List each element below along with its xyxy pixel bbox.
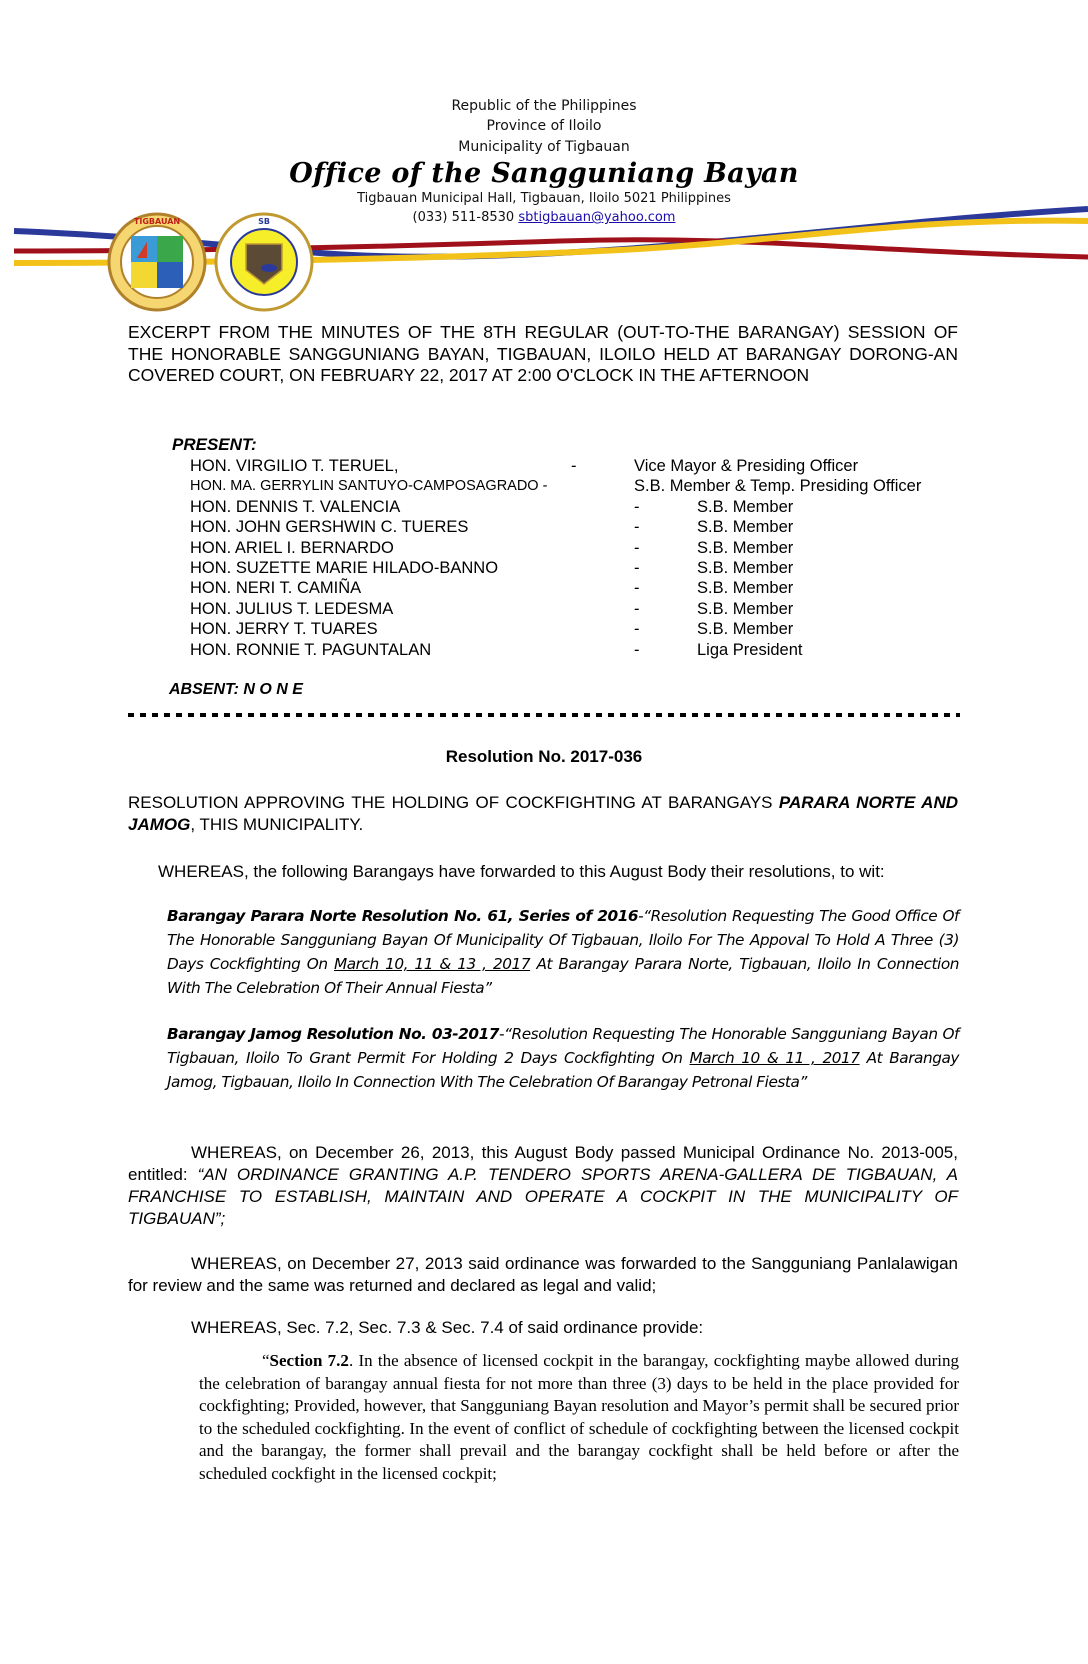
- sangguniang-bayan-seal-icon: [214, 212, 314, 312]
- present-member-name: HON. MA. GERRYLIN SANTUYO-CAMPOSAGRADO -: [190, 478, 548, 495]
- quote-parara-ref: Barangay Parara Norte Resolution No. 61, Series of 2016: [167, 907, 639, 925]
- present-member-name: HON. DENNIS T. VALENCIA: [190, 497, 401, 516]
- present-member-name: HON. JERRY T. TUARES: [190, 620, 378, 639]
- present-member-role: Vice Mayor & Presiding Officer: [634, 457, 859, 475]
- present-member-role: Liga President: [697, 640, 803, 659]
- present-member-role: S.B. Member: [697, 538, 794, 557]
- present-member-name: HON. JULIUS T. LEDESMA: [190, 599, 394, 618]
- resolution-title-suffix: , THIS MUNICIPALITY.: [190, 815, 364, 834]
- svg-text:SB: SB: [258, 217, 270, 226]
- section-7-2-heading: Section 7.2: [269, 1351, 349, 1370]
- letterhead-address: Tigbauan Municipal Hall, Tigbauan, Iloilo 5021 Philippines: [357, 191, 731, 206]
- whereas-ordinance-text: WHEREAS, on December 26, 2013, this August Body passed Municipal Ordinance No. 2013-005, entitled:: [128, 1143, 958, 1184]
- present-member-name: HON. JOHN GERSHWIN C. TUERES: [190, 518, 469, 537]
- section-7-2-text: . In the absence of licensed cockpit in the barangay, cockfighting maybe allowed during the celebration of barangay annual fiesta for not more than three (3) days to be held in the place provided for cockfighting; Provided, however, that Sangguniang Bayan resolution and Mayor’s permit shall be secured prior to the scheduled cockfighting. In the event of conflict of schedule of cockfighting between the licensed cockpit and the barangay, the former shall prevail and the barangay cockfight shall be held before or after the scheduled cockfight in the licensed cockpit;: [199, 1351, 959, 1483]
- quote-parara-norte: [167, 904, 959, 1000]
- section-divider: [128, 713, 960, 717]
- present-member-role: S.B. Member: [697, 497, 794, 516]
- present-member-role: S.B. Member & Temp. Presiding Officer: [634, 477, 922, 496]
- office-title: Office of the Sangguniang Bayan: [289, 158, 799, 189]
- present-member-dash: -: [634, 559, 640, 577]
- present-member-role: S.B. Member: [697, 620, 794, 639]
- present-member-dash: -: [634, 599, 640, 618]
- whereas-ordinance: [128, 1142, 958, 1230]
- municipality-seal-icon: [107, 212, 207, 312]
- absent-value: N O N E: [243, 681, 303, 698]
- present-member-name: HON. RONNIE T. PAGUNTALAN: [190, 640, 432, 659]
- resolution-title-barangays: PARARA NORTE AND JAMOG: [128, 793, 958, 834]
- absent-label: ABSENT:: [169, 681, 239, 698]
- letterhead-municipality: Municipality of Tigbauan: [458, 139, 630, 155]
- resolution-title: [128, 792, 958, 836]
- section-7-2-open-quote: “: [262, 1351, 270, 1370]
- present-member-dash: -: [571, 457, 577, 475]
- present-member-role: S.B. Member: [697, 518, 794, 537]
- present-member-name: HON. SUZETTE MARIE HILADO-BANNO: [190, 559, 499, 577]
- whereas-review: WHEREAS, on December 27, 2013 said ordinance was forwarded to the Sangguniang Panlalawigan for review and the same was returned and declared as legal and valid;: [128, 1254, 958, 1295]
- present-member-role: S.B. Member: [697, 559, 794, 577]
- quote-parara-dates: March 10, 11 & 13 , 2017: [333, 955, 531, 973]
- quote-parara-text-end: At Barangay Parara Norte, Tigbauan, Iloilo In Connection With The Celebration Of Their Annual Fiesta”: [167, 955, 959, 997]
- quote-parara-text: -“Resolution Requesting The Good Office Of The Honorable Sangguniang Bayan Of Municipality Of Tigbauan, Iloilo For The Appoval To Hold A Three (3) Days Cockfighting On: [167, 907, 959, 973]
- present-member-name: HON. ARIEL I. BERNARDO: [190, 538, 394, 557]
- whereas-sections: WHEREAS, Sec. 7.2, Sec. 7.3 & Sec. 7.4 of said ordinance provide:: [191, 1318, 704, 1337]
- present-member-dash: -: [634, 538, 640, 557]
- letterhead-phone: (033) 511-8530: [412, 210, 515, 225]
- quote-jamog: [167, 1022, 959, 1094]
- excerpt-heading: EXCERPT FROM THE MINUTES OF THE 8TH REGULAR (OUT-TO-THE BARANGAY) SESSION OF THE HONORABLE SANGGUNIANG BAYAN, TIGBAUAN, ILOILO HELD AT BARANGAY DORONG-AN COVERED COURT, ON FEBRUARY 22, 2017 AT 2:00 O'CLOCK IN THE AFTERNOON: [128, 322, 958, 385]
- ordinance-title: “AN ORDINANCE GRANTING A.P. TENDERO SPORTS ARENA-GALLERA DE TIGBAUAN, A FRANCHISE TO ESTABLISH, MAINTAIN AND OPERATE A COCKPIT IN THE MUNICIPALITY OF TIGBAUAN”;: [128, 1165, 959, 1228]
- quote-jamog-text-end: At Barangay Jamog, Tigbauan, Iloilo In Connection With The Celebration Of Barangay Petronal Fiesta”: [167, 1049, 959, 1091]
- quote-jamog-text: -“Resolution Requesting The Honorable Sangguniang Bayan Of Tigbauan, Iloilo To Grant Permit For Holding 2 Days Cockfighting On: [167, 1025, 959, 1067]
- present-member-dash: -: [634, 620, 640, 639]
- quote-jamog-ref: Barangay Jamog Resolution No. 03-2017: [167, 1025, 499, 1043]
- svg-text:TIGBAUAN: TIGBAUAN: [133, 217, 181, 226]
- present-member-role: S.B. Member: [697, 579, 794, 598]
- letterhead-contact: [0, 210, 1088, 225]
- resolution-number: Resolution No. 2017-036: [445, 747, 643, 766]
- present-member-dash: -: [634, 497, 640, 516]
- present-label: PRESENT:: [172, 435, 257, 454]
- present-member-name: HON. NERI T. CAMIÑA: [190, 579, 362, 598]
- resolution-title-prefix: RESOLUTION APPROVING THE HOLDING OF COCKFIGHTING AT BARANGAYS: [128, 793, 779, 812]
- section-7-2: [199, 1350, 959, 1485]
- email-link[interactable]: sbtigbauan@yahoo.com: [518, 210, 676, 225]
- present-member-dash: -: [634, 579, 640, 598]
- present-member-dash: -: [634, 640, 640, 659]
- absent-line: [169, 681, 303, 699]
- present-member-role: S.B. Member: [697, 599, 794, 618]
- whereas-forwarded: WHEREAS, the following Barangays have forwarded to this August Body their resolutions, to wit:: [158, 862, 885, 881]
- quote-jamog-dates: March 10 & 11 , 2017: [689, 1049, 860, 1067]
- present-member-dash: -: [634, 518, 640, 537]
- present-member-name: HON. VIRGILIO T. TERUEL,: [190, 457, 399, 475]
- letterhead-province: Province of Iloilo: [486, 118, 602, 134]
- letterhead-republic: Republic of the Philippines: [451, 98, 637, 114]
